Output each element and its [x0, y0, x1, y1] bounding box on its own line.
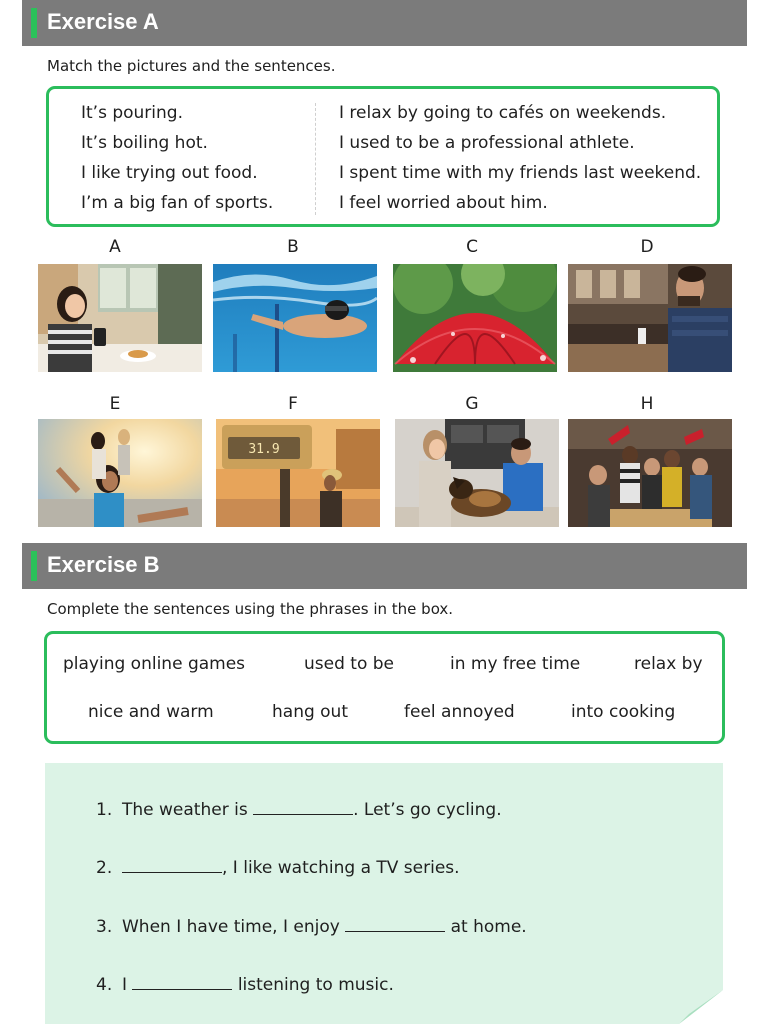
item-text-after: listening to music.	[237, 975, 394, 995]
sentence-box	[46, 86, 720, 227]
sentence-column-right	[339, 98, 701, 218]
item-text-before: I	[122, 975, 128, 995]
phrase-item: hang out	[272, 702, 349, 722]
picture-c-umbrella-photo	[393, 264, 557, 372]
item-number: 2.	[96, 858, 113, 878]
sentence-item: I relax by going to cafés on weekends.	[339, 103, 667, 123]
column-divider	[315, 103, 316, 215]
phrase-item: relax by	[634, 654, 703, 674]
picture-label-d: D	[640, 237, 654, 257]
phrase-item: nice and warm	[88, 702, 214, 722]
sentence-item: I spent time with my friends last weekend.	[339, 163, 702, 183]
thermometer-display: 31.9	[248, 442, 280, 457]
exercise-b-item-2	[96, 858, 460, 878]
exercise-b-item-4	[96, 975, 394, 995]
exercise-b-instruction: Complete the sentences using the phrases in the box.	[47, 600, 454, 618]
sentence-item: It’s boiling hot.	[81, 133, 208, 153]
picture-a-cafe-photo	[38, 264, 202, 372]
picture-e-friends-photo	[38, 419, 202, 527]
header-accent-bar	[31, 8, 37, 38]
picture-f-hot-weather-photo	[216, 419, 380, 527]
picture-h-sports-fans-photo	[568, 419, 732, 527]
sentence-item: I used to be a professional athlete.	[339, 133, 635, 153]
exercise-b-title: Exercise B	[47, 552, 160, 577]
exercise-b-item-1	[96, 800, 502, 820]
exercise-a-header	[22, 0, 747, 46]
picture-label-g: G	[465, 394, 479, 414]
phrase-item: playing online games	[63, 654, 246, 674]
answer-blank[interactable]	[132, 988, 232, 990]
picture-label-c: C	[466, 237, 478, 257]
answer-blank[interactable]	[122, 871, 222, 873]
picture-label-f: F	[288, 394, 298, 414]
picture-g-vet-dog-photo	[395, 419, 559, 527]
phrase-item: in my free time	[450, 654, 581, 674]
picture-label-e: E	[109, 394, 121, 414]
item-text-after: , I like watching a TV series.	[222, 858, 460, 878]
header-accent-bar	[31, 551, 37, 581]
sentence-item: It’s pouring.	[81, 103, 183, 123]
sentence-item: I like trying out food.	[81, 163, 258, 183]
exercise-b-item-3	[96, 917, 527, 937]
answer-blank[interactable]	[253, 813, 353, 815]
item-number: 3.	[96, 917, 113, 937]
answer-blank[interactable]	[345, 930, 445, 932]
item-text-after: . Let’s go cycling.	[353, 800, 502, 820]
item-text-before: When I have time, I enjoy	[122, 917, 340, 937]
picture-d-man-cafe-photo	[568, 264, 732, 372]
picture-label-h: H	[640, 394, 654, 414]
item-number: 1.	[96, 800, 113, 820]
exercise-a-instruction: Match the pictures and the sentences.	[47, 57, 336, 75]
picture-b-swimmer-photo	[213, 264, 377, 372]
picture-label-a: A	[109, 237, 121, 257]
item-text-before: The weather is	[122, 800, 248, 820]
page-fold-corner	[679, 990, 723, 1024]
item-number: 4.	[96, 975, 113, 995]
exercise-a-title: Exercise A	[47, 9, 159, 34]
sentence-item: I’m a big fan of sports.	[81, 193, 274, 213]
item-text-after: at home.	[450, 917, 527, 937]
phrase-box	[44, 631, 725, 744]
phrase-item: feel annoyed	[404, 702, 515, 722]
picture-label-b: B	[287, 237, 299, 257]
exercise-b-header	[22, 543, 747, 589]
phrase-item: into cooking	[571, 702, 676, 722]
sentence-column-left	[81, 98, 273, 218]
sentence-item: I feel worried about him.	[339, 193, 548, 213]
phrase-item: used to be	[304, 654, 395, 674]
exercise-b-sentence-sheet	[45, 763, 723, 1024]
